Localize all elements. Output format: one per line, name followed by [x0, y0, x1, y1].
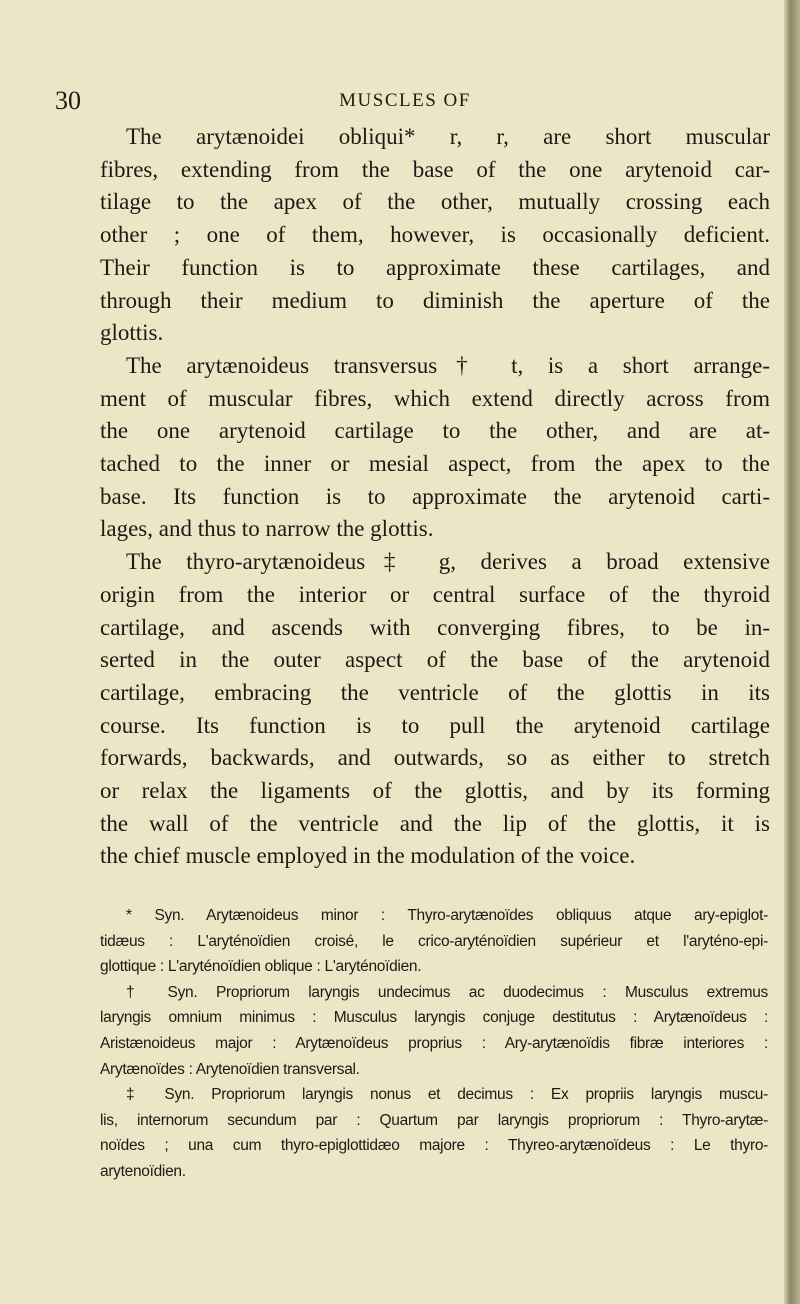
- text-line: through their medium to diminish the aperture of the: [100, 287, 770, 313]
- text-line: base. Its function is to approximate the arytenoid carti-: [100, 483, 770, 509]
- text-line: course. Its function is to pull the arytenoid cartilage: [100, 712, 770, 738]
- body-text: [100, 121, 770, 873]
- text-line: fibres, extending from the base of the one arytenoid car-: [100, 156, 770, 182]
- text-line: lis, internorum secundum par : Quartum par laryngis propriorum : Thyro-arytæ-: [100, 1111, 768, 1129]
- running-head: MUSCLES OF: [339, 90, 471, 111]
- text-line: tached to the inner or mesial aspect, from the apex to the: [100, 451, 770, 477]
- text-line: the chief muscle employed in the modulation of the voice.: [100, 843, 636, 869]
- text-line: glottis.: [100, 320, 164, 346]
- text-line: forwards, backwards, and outwards, so as either to stretch: [100, 745, 770, 771]
- text-line: The thyro-arytænoideus‡ g, derives a broad extensive: [126, 549, 770, 575]
- page-number: 30: [55, 86, 81, 115]
- text-line: origin from the interior or central surface of the thyroid: [100, 581, 770, 607]
- text-line: cartilage, embracing the ventricle of the glottis in its: [100, 679, 770, 705]
- text-line: Arytænoïdes : Arytenoïdien transversal.: [100, 1060, 360, 1078]
- text-line: other ; one of them, however, is occasionally deficient.: [100, 222, 770, 248]
- text-line: serted in the outer aspect of the base of the arytenoid: [100, 647, 770, 673]
- text-line: tidæus : L'aryténoïdien croisé, le crico-aryténoïdien supérieur et l'aryténo-epi-: [100, 932, 768, 950]
- text-line: the one arytenoid cartilage to the other, and are at-: [100, 418, 770, 444]
- book-gutter-edge: [784, 0, 800, 1304]
- footnote: [100, 903, 768, 980]
- text-line: lages, and thus to narrow the glottis.: [100, 516, 434, 542]
- text-line: glottique : L'aryténoïdien oblique : L'aryténoïdien.: [100, 958, 422, 976]
- footnote: [100, 980, 768, 1082]
- text-line: Aristænoideus major : Arytænoïdeus proprius : Ary-arytænoïdis fibræ interiores :: [100, 1034, 768, 1052]
- text-line: ment of muscular fibres, which extend directly across from: [100, 385, 770, 411]
- text-line: tilage to the apex of the other, mutually crossing each: [100, 189, 770, 215]
- text-line: the wall of the ventricle and the lip of the glottis, it is: [100, 810, 770, 836]
- footnote: [100, 1082, 768, 1184]
- text-line: laryngis omnium minimus : Musculus laryngis conjuge destitutus : Arytænoïdeus :: [100, 1009, 768, 1027]
- text-line: or relax the ligaments of the glottis, and by its forming: [100, 778, 770, 804]
- text-line: † Syn. Propriorum laryngis undecimus ac duodecimus : Musculus extremus: [126, 983, 768, 1001]
- text-line: * Syn. Arytænoideus minor : Thyro-arytænoïdes obliquus atque ary-epiglot-: [126, 907, 768, 924]
- text-line: The arytænoidei obliqui* r, r, are short muscular: [126, 124, 770, 149]
- text-line: noïdes ; una cum thyro-epiglottidæo majore : Thyreo-arytænoïdeus : Le thyro-: [100, 1137, 768, 1155]
- paragraph: [100, 121, 770, 350]
- text-line: cartilage, and ascends with converging fibres, to be in-: [100, 614, 770, 640]
- text-line: arytenoïdien.: [100, 1162, 186, 1180]
- paragraph: [100, 350, 770, 546]
- text-line: ‡ Syn. Propriorum laryngis nonus et decimus : Ex propriis laryngis muscu-: [126, 1086, 768, 1104]
- footnotes: [100, 903, 768, 1185]
- text-line: The arytænoideus transversus† t, is a short arrange-: [126, 352, 770, 378]
- text-line: Their function is to approximate these cartilages, and: [100, 254, 770, 280]
- paragraph: [100, 546, 770, 873]
